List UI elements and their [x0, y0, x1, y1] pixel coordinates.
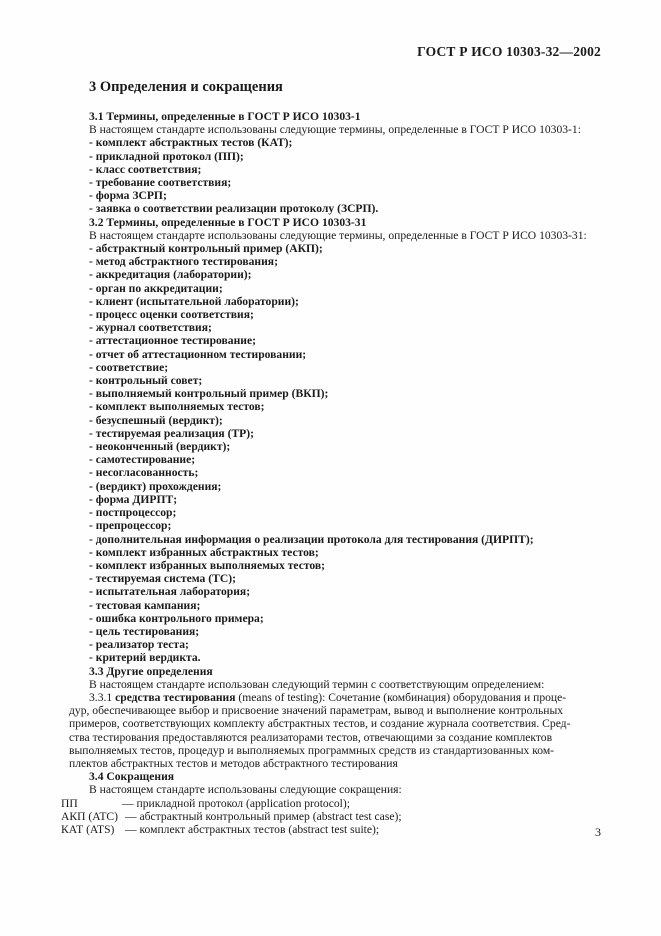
definition-line: дур, обеспечивающее выбор и присвоение значений параметрам, вывод и выполнение контрольных	[69, 704, 564, 718]
term-list-item: - форма ДИРПТ;	[89, 492, 178, 506]
subsection-heading: 3.2 Термины, определенные в ГОСТ Р ИСО 10303-31	[89, 215, 367, 229]
term-list-item: - журнал соответствия;	[89, 321, 212, 335]
abbreviation-list	[61, 797, 601, 837]
term-list-item: - процесс оценки соответствия;	[89, 308, 254, 322]
definition-term: средства тестирования	[115, 690, 236, 704]
term-list-item: - тестируемая система (ТС);	[89, 572, 236, 586]
term-list-item: - испытательная лаборатория;	[89, 585, 251, 599]
definition-line: выполняемых тестов, процедур и выполняемых программных средств из стандартизованных ком-	[69, 743, 555, 757]
term-list-item: - контрольный совет;	[89, 374, 203, 388]
term-list-item: - клиент (испытательной лаборатории);	[89, 294, 299, 308]
term-list-item: - дополнительная информация о реализации протокола для тестирования (ДИРПТ);	[89, 532, 534, 546]
abbreviation-key: АКП (ATC)	[61, 809, 119, 823]
term-list-item: - заявка о соответствии реализации протоколу (ЗСРП).	[89, 202, 379, 216]
abbreviation-row	[61, 797, 601, 810]
term-list-item: - выполняемый контрольный пример (ВКП);	[89, 387, 329, 401]
abbreviation-row	[61, 810, 601, 823]
term-list-item: - требование соответствия;	[89, 176, 232, 190]
term-list-item: - абстрактный контрольный пример (АКП);	[89, 242, 323, 256]
term-list-item: - несогласованность;	[89, 466, 199, 480]
term-list-item: - форма ЗСРП;	[89, 189, 167, 203]
subsection-3-3	[69, 664, 601, 771]
definition-line: (means of testing): Сочетание (комбинация) оборудования и проце-	[238, 690, 567, 704]
term-list	[89, 242, 601, 665]
subsection-3-4	[61, 770, 601, 836]
term-list-item: - постпроцессор;	[89, 506, 177, 520]
term-list-item: - самотестирование;	[89, 453, 196, 467]
term-list-item: - класс соответствия;	[89, 162, 202, 176]
section-title: 3 Определения и сокращения	[89, 79, 283, 95]
abbreviation-key: КАТ (ATS)	[61, 822, 115, 836]
abbreviation-value: — прикладной протокол (application protocol);	[122, 796, 350, 810]
definition-number: 3.3.1	[89, 690, 113, 704]
term-list-item: - орган по аккредитации;	[89, 281, 223, 295]
definition-first-line	[89, 691, 601, 704]
definition-line: ства тестирования предоставляются реализаторами тестов, отвечающими за создание комплектов	[69, 730, 553, 744]
term-list-item: - реализатор теста;	[89, 638, 189, 652]
term-list-item: - прикладной протокол (ПП);	[89, 149, 244, 163]
term-list-item: - (вердикт) прохождения;	[89, 479, 222, 493]
subsection-heading: 3.4 Сокращения	[89, 770, 175, 784]
subsection-intro: В настоящем стандарте использованы следующие термины, определенные в ГОСТ Р ИСО 10303-1:	[89, 123, 581, 137]
subsection-heading: 3.3 Другие определения	[89, 664, 213, 678]
subsection-intro: В настоящем стандарте использованы следующие сокращения:	[89, 783, 402, 797]
subsection-heading: 3.1 Термины, определенные в ГОСТ Р ИСО 10303-1	[89, 110, 361, 123]
definition-line: примеров, соответствующих комплекту абстрактных тестов, и создание журнала соответствия. Сред-	[69, 717, 571, 731]
term-list-item: - безуспешный (вердикт);	[89, 413, 223, 427]
term-list-item: - комплект абстрактных тестов (КАТ);	[89, 136, 293, 150]
subsection-intro: В настоящем стандарте использован следующий термин с соответствующим определением:	[89, 677, 545, 691]
term-list-item: - неоконченный (вердикт);	[89, 440, 231, 454]
document-code-header: ГОСТ Р ИСО 10303-32—2002	[417, 44, 601, 59]
definition-paragraph	[69, 690, 601, 770]
term-list-item: - цель тестирования;	[89, 624, 200, 638]
abbreviation-value: — абстрактный контрольный пример (abstract test case);	[125, 809, 402, 823]
term-list-item: - метод абстрактного тестирования;	[89, 255, 278, 269]
page-number: 3	[595, 825, 601, 839]
term-list-item: - критерий вердикта.	[89, 651, 201, 665]
term-list-item: - комплект выполняемых тестов;	[89, 400, 265, 414]
term-list-item: - отчет об аттестационном тестировании;	[89, 347, 307, 361]
abbreviation-row	[61, 823, 601, 836]
term-list-item: - соответствие;	[89, 360, 169, 374]
term-list-item: - аттестационное тестирование;	[89, 334, 256, 348]
subsection-intro: В настоящем стандарте использованы следующие термины, определенные в ГОСТ Р ИСО 10303-31:	[89, 228, 587, 242]
term-list-item: - аккредитация (лаборатории);	[89, 268, 252, 282]
term-list-item: - комплект избранных абстрактных тестов;	[89, 545, 319, 559]
term-list-item: - тестовая кампания;	[89, 598, 201, 612]
term-list-item: - ошибка контрольного примера;	[89, 611, 264, 625]
page-content	[61, 78, 601, 836]
subsection-3-2	[89, 216, 601, 665]
abbreviation-key: ПП	[61, 796, 78, 810]
term-list-item: - тестируемая реализация (ТР);	[89, 426, 254, 440]
definition-line: плектов абстрактных тестов и методов абстрактного тестирования	[69, 756, 398, 770]
abbreviation-value: — комплект абстрактных тестов (abstract test suite);	[125, 822, 380, 836]
term-list-item: - препроцессор;	[89, 519, 172, 533]
term-list	[89, 136, 601, 215]
term-list-item: - комплект избранных выполняемых тестов;	[89, 558, 326, 572]
subsection-3-1	[89, 110, 601, 216]
